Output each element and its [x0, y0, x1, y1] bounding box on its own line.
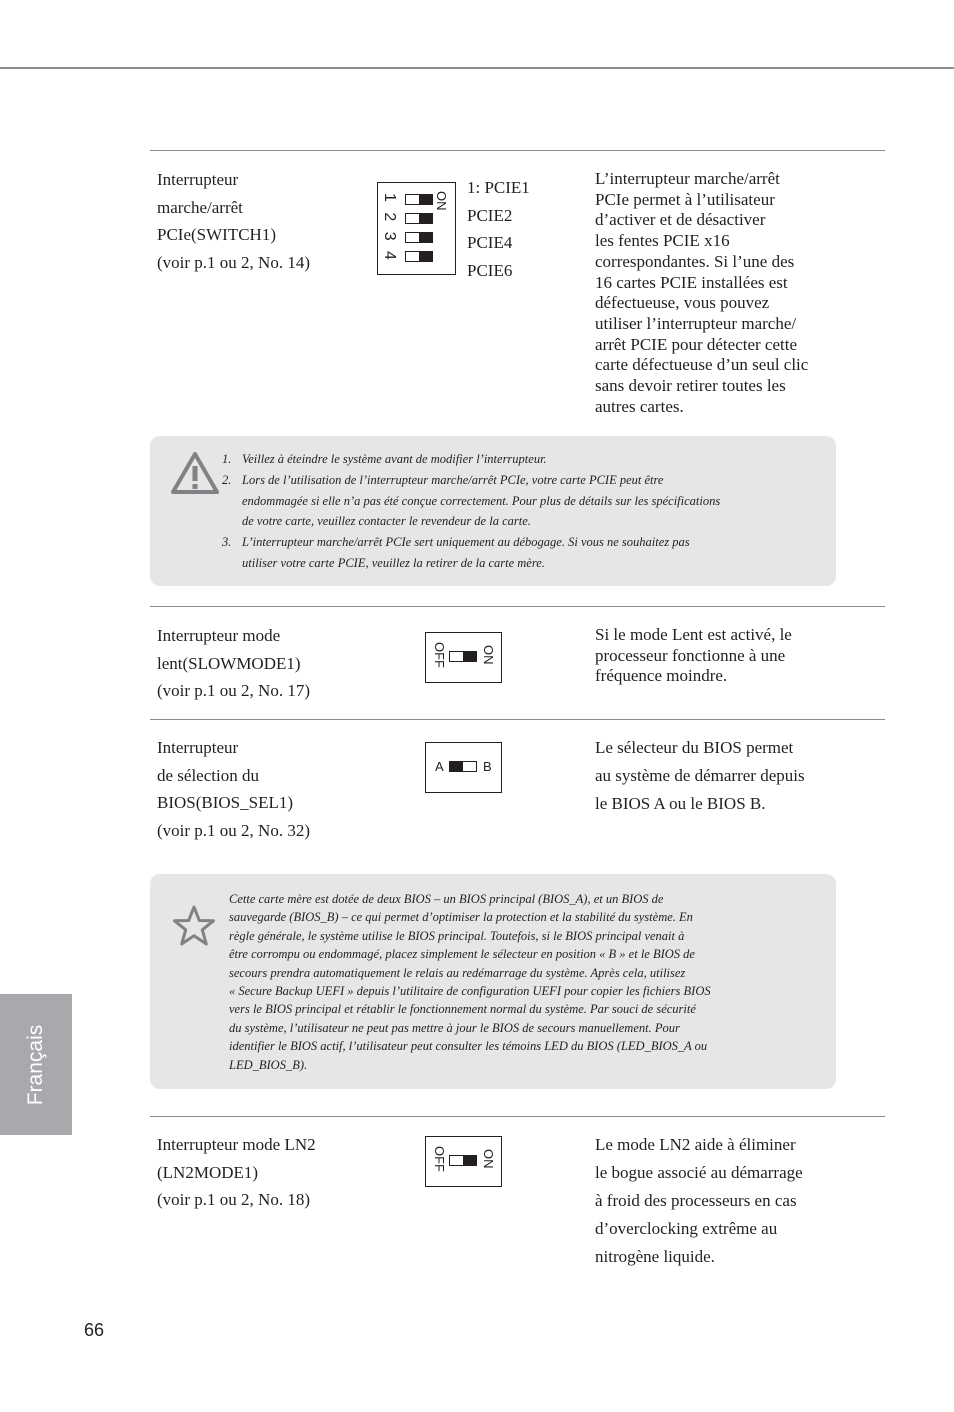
- description-line: Le mode LN2 aide à éliminer: [595, 1135, 796, 1154]
- note-item: [222, 532, 822, 574]
- note-item-line: Veillez à éteindre le système avant de modifier l’interrupteur.: [242, 452, 547, 466]
- bios-note-box: [150, 874, 836, 1089]
- note-line: être corrompu ou endommagé, placez simplement le sélecteur en position « B » et le BIOS de: [229, 947, 695, 962]
- note-line: « Secure Backup UEFI » depuis l’utilitaire de configuration UEFI pour copier les fichiers BIOS: [229, 984, 711, 999]
- warning-note-list: [222, 449, 822, 574]
- description-line: d’overclocking extrême au: [595, 1219, 778, 1238]
- description-line: fréquence moindre.: [595, 666, 728, 686]
- ln2mode-label: [157, 1131, 316, 1214]
- note-item-line: endommagée si elle n’a pas été conçue correctement. Pour plus de détails sur les spécifications: [242, 493, 721, 508]
- description-line: défectueuse, vous pouvez: [595, 293, 770, 313]
- description-line: 16 cartes PCIE installées est: [595, 272, 788, 292]
- bios-sel-description: [595, 734, 805, 818]
- label-line: Interrupteur mode: [157, 626, 281, 645]
- description-line: processeur fonctionne à une: [595, 645, 786, 665]
- description-line: à froid des processeurs en cas: [595, 1191, 797, 1210]
- label-line: Interrupteur: [157, 170, 239, 189]
- description-line: les fentes PCIE x16: [595, 231, 730, 251]
- label-line: (voir p.1 ou 2, No. 18): [157, 1190, 310, 1210]
- description-line: le BIOS A ou le BIOS B.: [595, 794, 766, 813]
- slowmode-description: [595, 625, 792, 687]
- description-line: nitrogène liquide.: [595, 1247, 715, 1266]
- ln2mode-description: [595, 1131, 803, 1271]
- note-item: [222, 470, 822, 532]
- note-item: [222, 449, 822, 470]
- note-item-line: utiliser votre carte PCIE, veuillez la retirer de la carte mère.: [242, 555, 545, 570]
- note-item-line: L’interrupteur marche/arrêt PCIe sert uniquement au débogage. Si vous ne souhaitez pas: [242, 535, 690, 550]
- dip-slider-3: [405, 232, 433, 243]
- pcie-switch-description: [595, 169, 808, 417]
- label-line: lent(SLOWMODE1): [157, 653, 301, 673]
- slowmode-switch-diagram: [425, 632, 502, 683]
- description-line: correspondantes. Si l’une des: [595, 251, 795, 271]
- switch-numbers: 1 2 3 4: [381, 193, 398, 263]
- note-line: LED_BIOS_B).: [229, 1057, 308, 1072]
- switch-b-text: B: [483, 759, 492, 774]
- mapping-item: PCIE2: [467, 205, 513, 225]
- label-line: (voir p.1 ou 2, No. 32): [157, 820, 310, 840]
- pcie-dip-switch-diagram: [377, 182, 456, 275]
- note-item-number: 1.: [222, 452, 232, 466]
- section-divider: [150, 1116, 885, 1117]
- dip-slider-4: [405, 251, 433, 262]
- note-line: sauvegarde (BIOS_B) – ce qui permet d’optimiser la protection et la stabilité du système. En: [229, 910, 693, 925]
- description-line: carte défectueuse d’un seul clic: [595, 355, 809, 375]
- section-divider: [150, 606, 885, 607]
- switch-off-text: OFF: [432, 642, 447, 668]
- section-divider: [150, 719, 885, 720]
- switch-on-text: ON: [434, 191, 449, 211]
- star-icon: [171, 904, 217, 948]
- description-line: le bogue associé au démarrage: [595, 1163, 803, 1182]
- description-line: au système de démarrer depuis: [595, 766, 805, 785]
- note-item-line: Lors de l’utilisation de l’interrupteur marche/arrêt PCIe, votre carte PCIE peut être: [242, 472, 664, 487]
- description-line: autres cartes.: [595, 396, 684, 416]
- pcie-mapping-list: [467, 174, 530, 284]
- pcie-switch-label: [157, 166, 310, 276]
- mapping-item: 1: PCIE1: [467, 178, 530, 197]
- note-line: Cette carte mère est dotée de deux BIOS – un BIOS principal (BIOS_A), et un BIOS de: [229, 892, 664, 906]
- page-number: 66: [84, 1320, 105, 1340]
- label-line: Interrupteur mode LN2: [157, 1135, 316, 1154]
- ln2mode-switch-diagram: [425, 1136, 502, 1187]
- label-line: PCIe(SWITCH1): [157, 225, 276, 245]
- dip-slider-2: [405, 213, 433, 224]
- note-line: identifier le BIOS actif, l’utilisateur peut consulter les témoins LED du BIOS (LED_BIOS_A ou: [229, 1039, 708, 1054]
- label-line: de sélection du: [157, 765, 259, 785]
- label-line: (voir p.1 ou 2, No. 14): [157, 252, 310, 272]
- warning-note-box: [150, 436, 836, 586]
- slowmode-label: [157, 622, 310, 705]
- bios-sel-label: [157, 734, 310, 844]
- description-line: L’interrupteur marche/arrêt: [595, 169, 780, 188]
- label-line: marche/arrêt: [157, 197, 243, 217]
- label-line: (voir p.1 ou 2, No. 17): [157, 681, 310, 701]
- switch-a-text: A: [435, 759, 444, 774]
- mapping-item: PCIE6: [467, 260, 513, 280]
- language-side-tab: [0, 994, 72, 1135]
- bios-note-text: [229, 890, 819, 1074]
- dip-slider-1: [405, 194, 433, 205]
- label-line: BIOS(BIOS_SEL1): [157, 793, 294, 813]
- description-line: Le sélecteur du BIOS permet: [595, 738, 794, 757]
- note-item-number: 2.: [222, 472, 232, 487]
- mapping-item: PCIE4: [467, 233, 513, 253]
- description-line: sans devoir retirer toutes les: [595, 376, 786, 396]
- note-line: règle générale, le système utilise le BIOS principal. Toutefois, si le BIOS principal venait à: [229, 928, 685, 943]
- description-line: PCIe permet à l’utilisateur: [595, 189, 775, 209]
- switch-on-text: ON: [481, 1149, 496, 1169]
- note-line: du système, l’utilisateur ne peut pas mettre à jour le BIOS de secours manuellement. Pour: [229, 1020, 680, 1035]
- bios-sel-slider: [449, 761, 477, 772]
- ln2mode-slider: [449, 1155, 477, 1166]
- note-line: vers le BIOS principal et rétablir le fonctionnement normal du système. Par souci de sécurité: [229, 1002, 696, 1017]
- description-line: arrêt PCIE pour détecter cette: [595, 334, 798, 354]
- label-line: (LN2MODE1): [157, 1162, 259, 1182]
- note-item-number: 3.: [222, 535, 232, 550]
- switch-on-text: ON: [481, 645, 496, 665]
- warning-triangle-icon: [170, 451, 220, 495]
- description-line: utiliser l’interrupteur marche/: [595, 313, 797, 333]
- slowmode-slider: [449, 651, 477, 662]
- label-line: Interrupteur: [157, 738, 239, 757]
- description-line: d’activer et de désactiver: [595, 210, 766, 230]
- note-item-line: de votre carte, veuillez contacter le revendeur de la carte.: [242, 514, 531, 529]
- description-line: Si le mode Lent est activé, le: [595, 625, 792, 644]
- note-line: secours prendra automatiquement le relais au redémarrage du système. Après cela, utilisez: [229, 965, 686, 980]
- language-side-tab-label: Français: [24, 1024, 47, 1105]
- section-divider: [150, 150, 885, 151]
- bios-sel-switch-diagram: [425, 742, 502, 793]
- top-rule: [0, 67, 954, 69]
- switch-off-text: OFF: [432, 1146, 447, 1172]
